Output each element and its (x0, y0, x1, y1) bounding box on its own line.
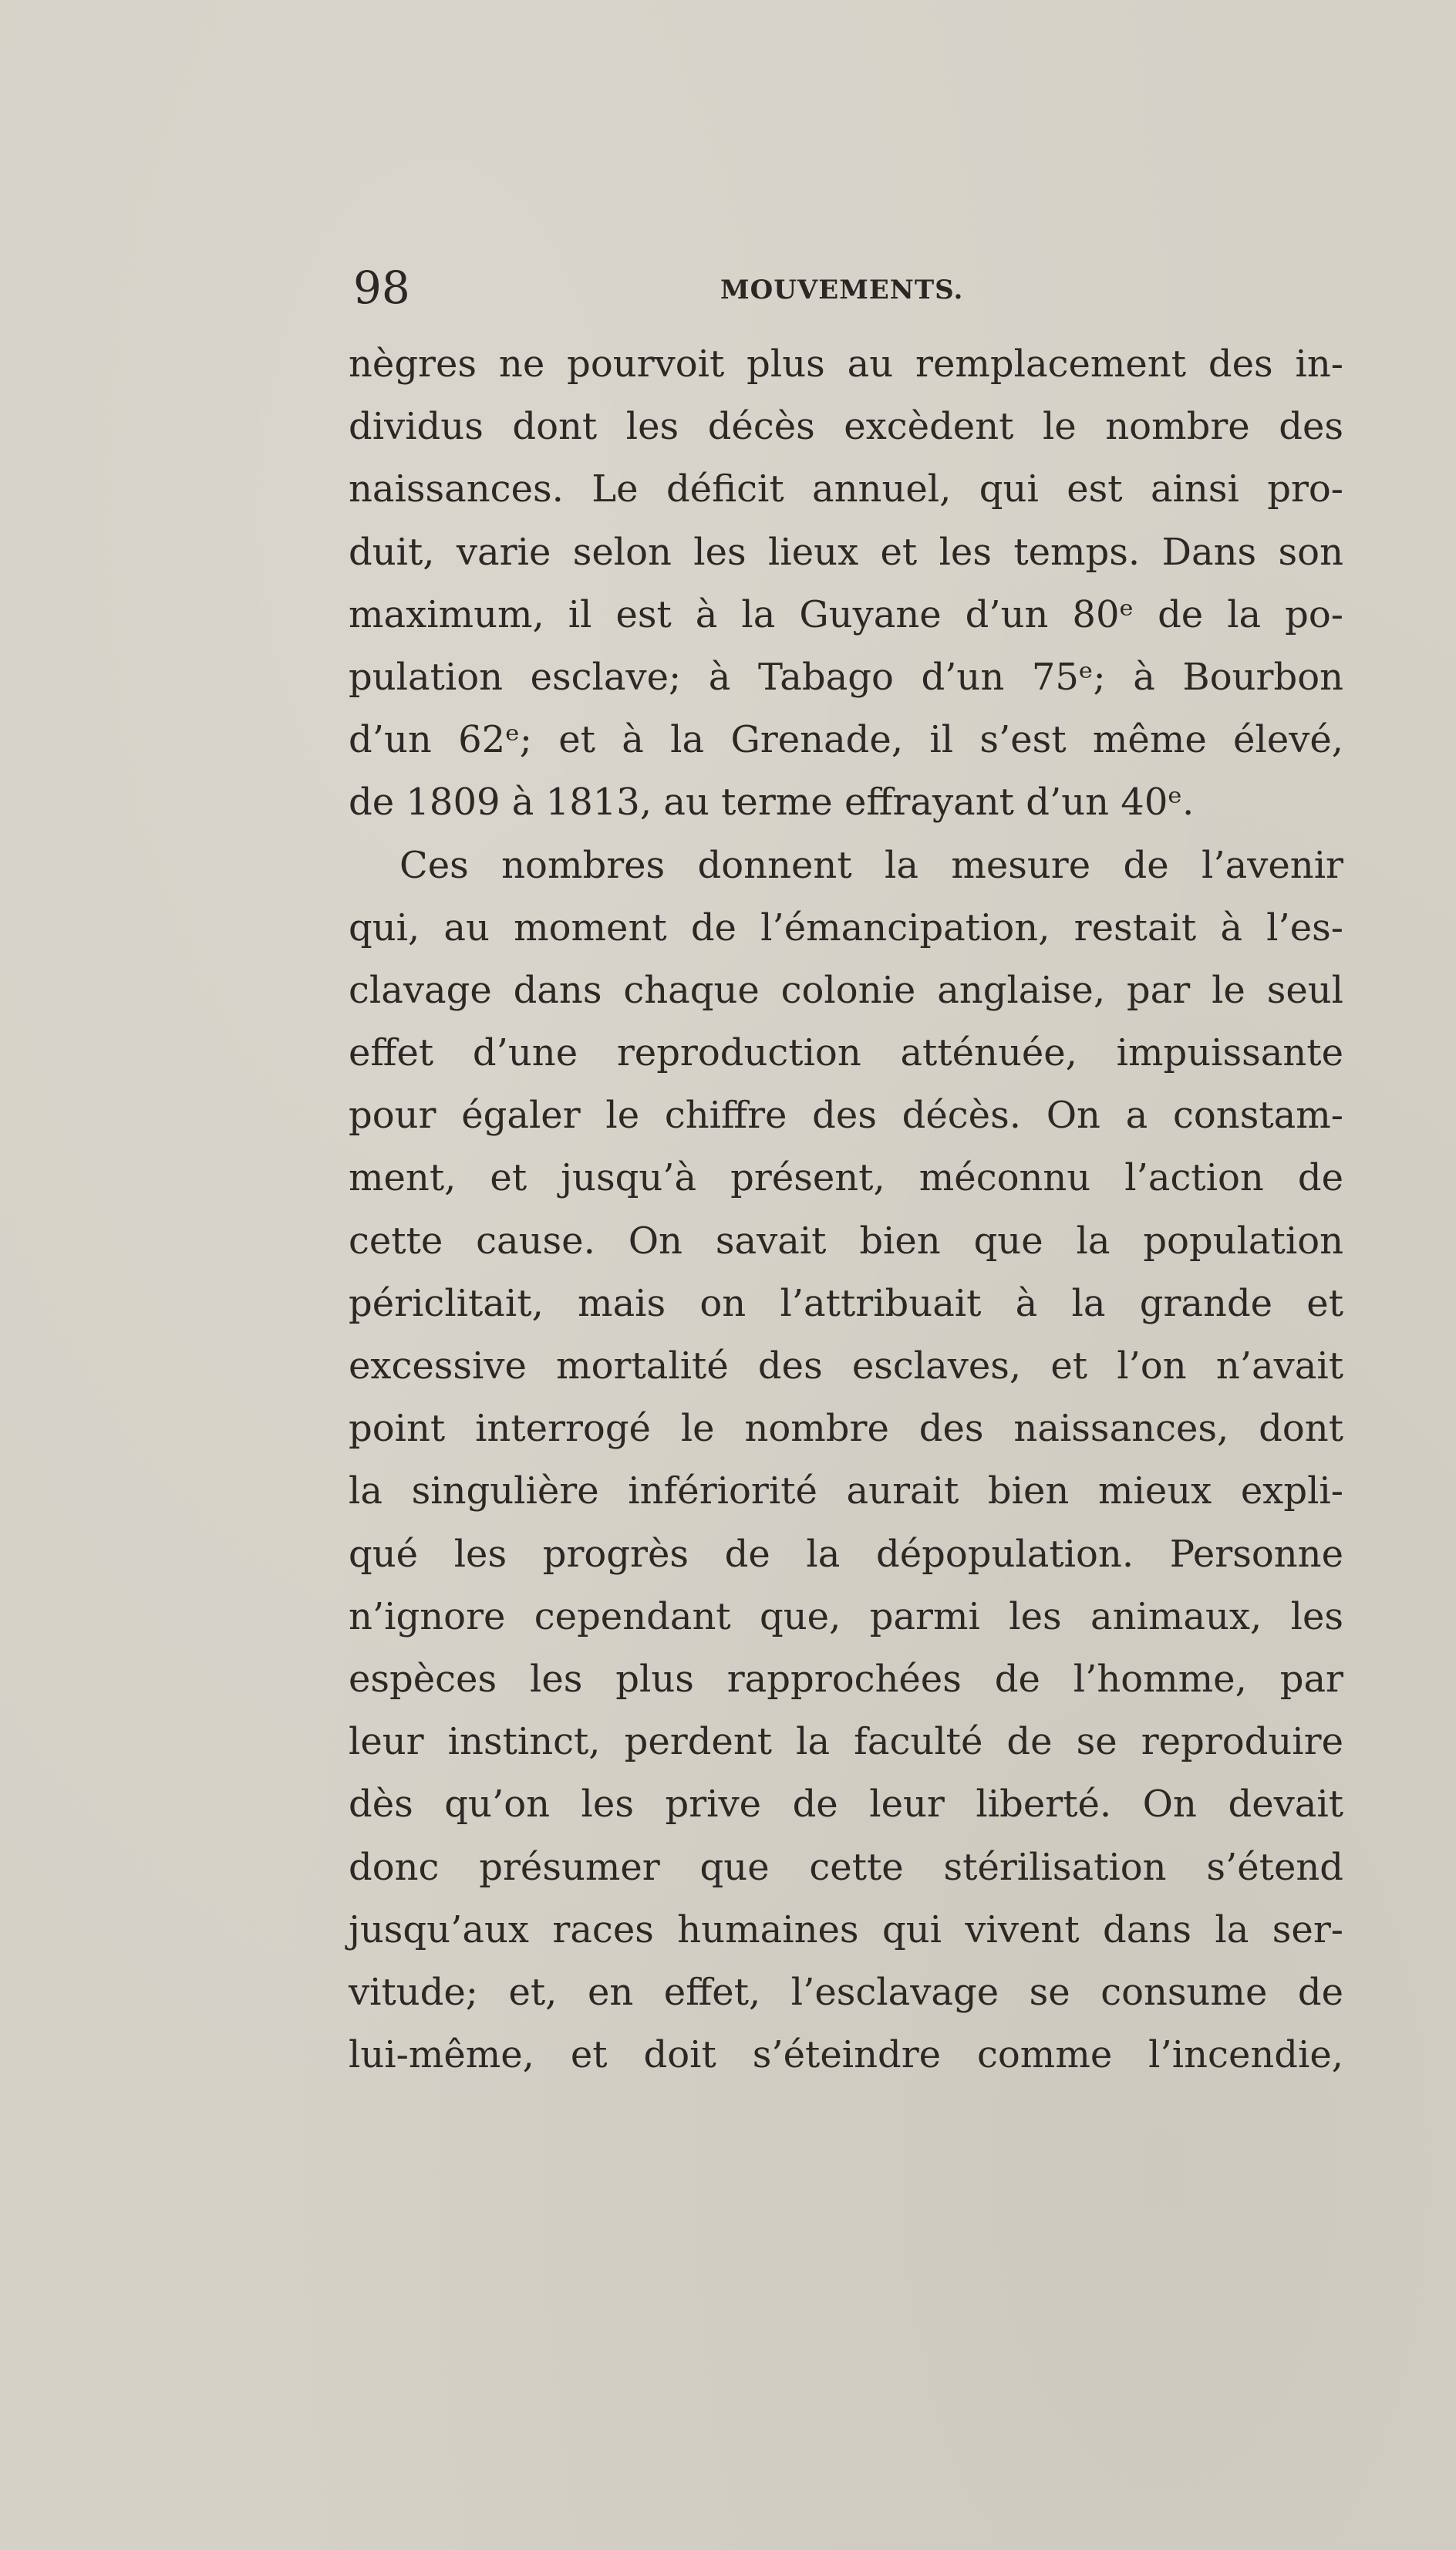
text-line: n’ignore cependant que, parmi les animaux, les (349, 1594, 1343, 1638)
text-line: d’un 62ᵉ; et à la Grenade, il s’est même élevé, (349, 718, 1343, 762)
text-line: effet d’une reproduction atténuée, impuissante (349, 1031, 1343, 1075)
text-line: maximum, il est à la Guyane d’un 80ᵉ de la po- (349, 592, 1343, 636)
text-line: la singulière infériorité aurait bien mieux expli- (349, 1469, 1343, 1513)
page-header (353, 261, 1124, 315)
body-text (349, 333, 1343, 2086)
page-number: 98 (353, 261, 410, 314)
text-line: naissances. Le déficit annuel, qui est ainsi pro- (349, 467, 1343, 511)
text-line: lui-même, et doit s’éteindre comme l’incendie, (349, 2033, 1343, 2077)
text-line: pour égaler le chiffre des décès. On a constam- (349, 1094, 1343, 1138)
text-line: donc présumer que cette stérilisation s’étend (349, 1845, 1343, 1889)
text-line: clavage dans chaque colonie anglaise, par le seul (349, 968, 1343, 1012)
running-head: MOUVEMENTS. (720, 275, 964, 305)
text-line: point interrogé le nombre des naissances, dont (349, 1407, 1343, 1451)
text-line: périclitait, mais on l’attribuait à la grande et (349, 1281, 1343, 1325)
text-line: nègres ne pourvoit plus au remplacement des in- (349, 342, 1343, 386)
text-line: qué les progrès de la dépopulation. Personne (349, 1532, 1343, 1576)
text-line: ment, et jusqu’à présent, méconnu l’action de (349, 1156, 1343, 1200)
text-line: excessive mortalité des esclaves, et l’on n’avait (349, 1344, 1343, 1388)
text-line: espèces les plus rapprochées de l’homme, par (349, 1657, 1343, 1701)
text-line: de 1809 à 1813, au terme effrayant d’un 40ᵉ. (349, 781, 1195, 825)
text-line: pulation esclave; à Tabago d’un 75ᵉ; à Bourbon (349, 655, 1343, 699)
text-line: jusqu’aux races humaines qui vivent dans la ser- (349, 1907, 1343, 1951)
text-line: duit, varie selon les lieux et les temps. Dans son (349, 530, 1343, 574)
text-line: vitude; et, en effet, l’esclavage se consume de (349, 1970, 1343, 2014)
text-line: dès qu’on les prive de leur liberté. On devait (349, 1783, 1343, 1826)
text-line: Ces nombres donnent la mesure de l’avenir (399, 843, 1343, 887)
text-line: leur instinct, perdent la faculté de se reproduire (349, 1720, 1343, 1764)
text-line: cette cause. On savait bien que la population (349, 1219, 1343, 1263)
text-line: qui, au moment de l’émancipation, restait à l’es- (349, 906, 1343, 950)
text-line: dividus dont les décès excèdent le nombre des (349, 405, 1343, 449)
